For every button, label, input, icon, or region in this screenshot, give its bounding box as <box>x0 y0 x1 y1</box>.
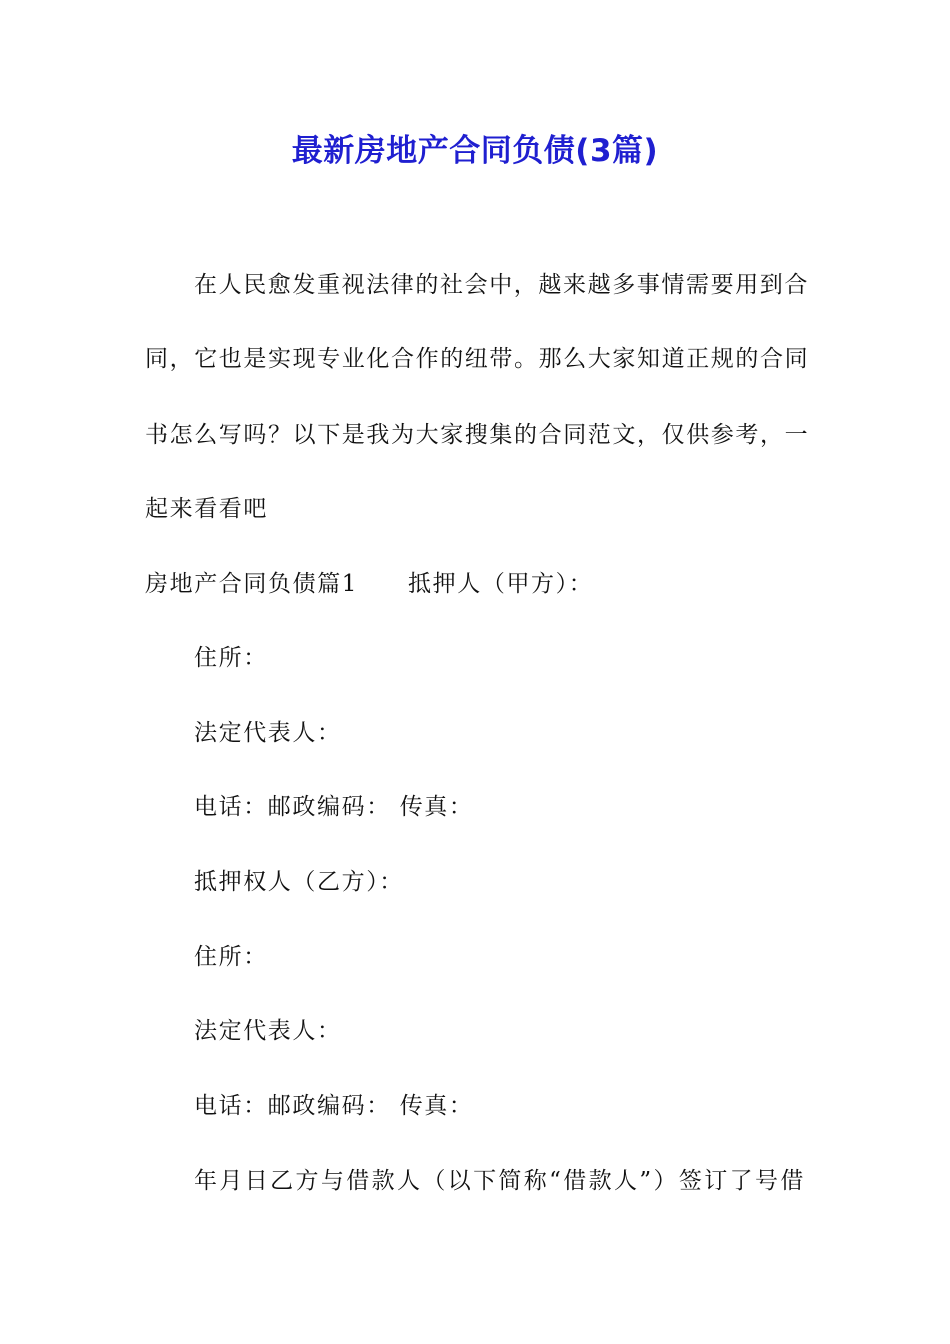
party-b-label: 抵押权人（乙方）： <box>194 869 404 895</box>
intro-line-2: 同，它也是实现专业化合作的纽带。那么大家知道正规的合同 <box>145 346 810 372</box>
intro-line-3: 书怎么写吗？以下是我为大家搜集的合同范文，仅供参考，一 <box>145 422 810 448</box>
intro-line-4: 起来看看吧 <box>145 496 268 522</box>
section-heading: 房地产合同负债篇1 <box>145 571 359 597</box>
body-start-line: 年月日乙方与借款人（以下简称“借款人”）签订了号借 <box>194 1168 805 1194</box>
party-a-representative: 法定代表人： <box>194 720 342 746</box>
section-heading-line <box>145 569 593 599</box>
document-title: 最新房地产合同负债(3篇) <box>291 133 659 169</box>
party-a-contact: 电话：邮政编码： 传真： <box>194 794 474 820</box>
party-b-address: 住所： <box>194 944 268 970</box>
party-a-address: 住所： <box>194 645 268 671</box>
party-b-representative: 法定代表人： <box>194 1018 342 1044</box>
intro-line-1: 在人民愈发重视法律的社会中，越来越多事情需要用到合 <box>194 272 809 298</box>
party-a-label: 抵押人（甲方）： <box>408 571 594 597</box>
party-b-contact: 电话：邮政编码： 传真： <box>194 1093 474 1119</box>
